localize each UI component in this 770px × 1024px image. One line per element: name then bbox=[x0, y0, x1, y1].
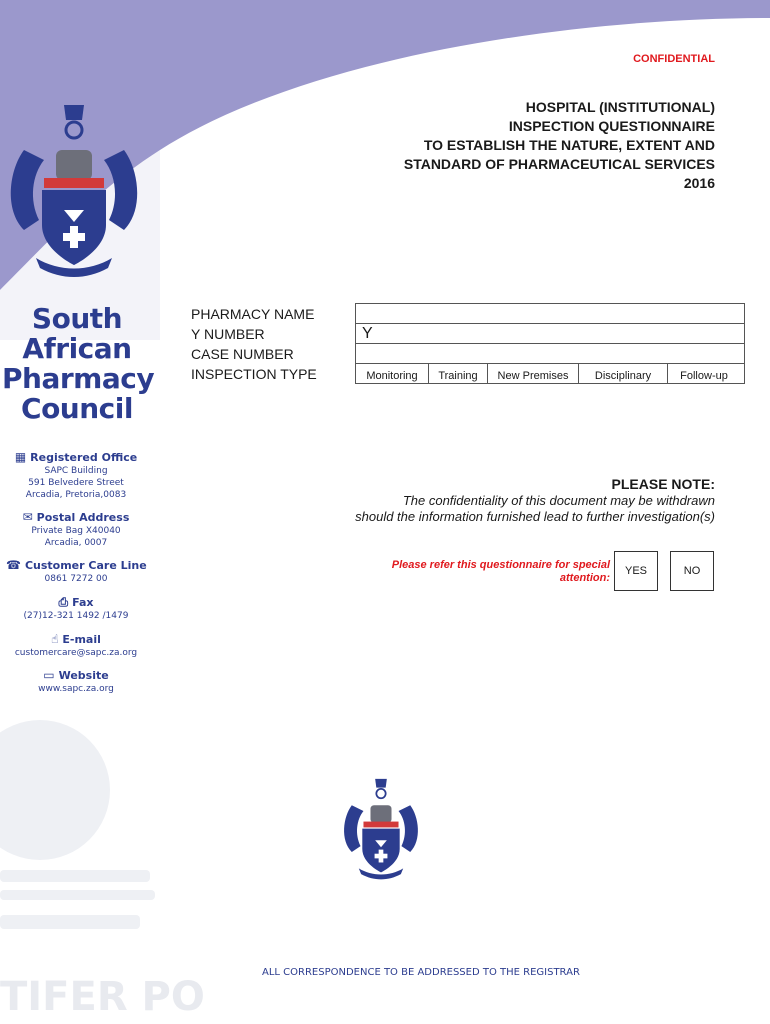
inspection-option-follow-up[interactable]: Follow-up bbox=[680, 370, 728, 382]
customer-care-block bbox=[6, 558, 146, 585]
brand-line: Council bbox=[21, 392, 133, 425]
contact-email[interactable]: customercare@sapc.za.org bbox=[14, 648, 138, 658]
inspection-option-monitoring[interactable]: Monitoring bbox=[356, 364, 429, 383]
correspondence-footer: ALL CORRESPONDENCE TO BE ADDRESSED TO THE REGISTRAR bbox=[262, 967, 580, 978]
email-block bbox=[6, 632, 146, 659]
contact-line: Private Bag X40040 bbox=[31, 526, 121, 536]
title-line: 2016 bbox=[683, 175, 715, 191]
phone-icon: ☎ bbox=[6, 558, 21, 572]
case-number-field[interactable] bbox=[356, 344, 745, 364]
contact-line: SAPC Building bbox=[44, 466, 108, 476]
pharmacy-name-field[interactable] bbox=[356, 304, 745, 324]
inspection-option-training[interactable]: Training bbox=[429, 364, 488, 383]
title-line: TO ESTABLISH THE NATURE, EXTENT AND bbox=[423, 137, 715, 153]
fax-heading: Fax bbox=[72, 596, 94, 609]
contact-line: 591 Belvedere Street bbox=[28, 478, 124, 488]
brand-name bbox=[2, 302, 155, 425]
envelope-icon: ✉ bbox=[22, 510, 33, 524]
y-number-field[interactable]: Y bbox=[356, 324, 745, 344]
postal-address-heading: Postal Address bbox=[36, 511, 130, 524]
brand-line: South bbox=[31, 302, 123, 335]
contact-line: Arcadia, 0007 bbox=[44, 538, 108, 548]
email-heading: E-mail bbox=[62, 633, 101, 646]
title-line: INSPECTION QUESTIONNAIRE bbox=[508, 118, 715, 134]
fax-icon: ⎙ bbox=[58, 595, 69, 609]
case-number-label: CASE NUMBER bbox=[191, 345, 294, 362]
inspection-option-new-premises[interactable]: New Premises bbox=[488, 364, 579, 383]
contact-line: (27)12-321 1492 /1479 bbox=[23, 611, 129, 621]
computer-icon: ▭ bbox=[43, 668, 55, 682]
document-title bbox=[295, 98, 715, 193]
contact-website[interactable]: www.sapc.za.org bbox=[38, 684, 114, 694]
svg-text:TIFER PO: TIFER PO bbox=[0, 974, 205, 1020]
please-note-line: The confidentiality of this document may be withdrawn bbox=[402, 493, 715, 508]
pharmacy-name-label: PHARMACY NAME bbox=[191, 305, 315, 322]
brand-line: African bbox=[22, 332, 132, 365]
pharmacy-info-table bbox=[183, 303, 745, 384]
no-box[interactable]: NO bbox=[670, 551, 714, 591]
website-heading: Website bbox=[58, 669, 109, 682]
confidential-label: CONFIDENTIAL bbox=[633, 53, 715, 65]
y-number-label: Y NUMBER bbox=[191, 325, 265, 342]
contact-line: 0861 7272 00 bbox=[44, 574, 108, 584]
please-note-line: should the information furnished lead to further investigation(s) bbox=[355, 509, 715, 524]
title-line: HOSPITAL (INSTITUTIONAL) bbox=[525, 99, 715, 115]
registered-office-heading: Registered Office bbox=[30, 451, 138, 464]
brand-line: Pharmacy bbox=[2, 362, 155, 395]
special-attention-line: attention: bbox=[559, 572, 610, 584]
pointer-icon: ☝ bbox=[51, 632, 59, 646]
please-note-block bbox=[355, 476, 715, 525]
building-icon: ▦ bbox=[14, 450, 27, 464]
postal-address-block bbox=[6, 510, 146, 549]
fax-block bbox=[6, 595, 146, 622]
yes-box[interactable]: YES bbox=[614, 551, 658, 591]
sidebar-watermark bbox=[0, 700, 205, 1024]
customer-care-heading: Customer Care Line bbox=[24, 559, 147, 572]
inspection-option-disciplinary[interactable]: Disciplinary bbox=[579, 364, 668, 383]
inspection-type-label: INSPECTION TYPE bbox=[191, 365, 317, 382]
website-block bbox=[6, 668, 146, 695]
registered-office-block bbox=[6, 450, 146, 501]
please-note-heading: PLEASE NOTE: bbox=[611, 476, 715, 492]
sapc-crest-logo bbox=[4, 100, 144, 278]
special-attention-line: Please refer this questionnaire for special bbox=[391, 559, 610, 571]
inspection-type-options bbox=[356, 364, 745, 384]
title-line: STANDARD OF PHARMACEUTICAL SERVICES bbox=[403, 156, 715, 172]
special-attention-text bbox=[370, 559, 610, 585]
sapc-crest-small-logo bbox=[340, 776, 422, 880]
contact-line: Arcadia, Pretoria,0083 bbox=[25, 490, 127, 500]
